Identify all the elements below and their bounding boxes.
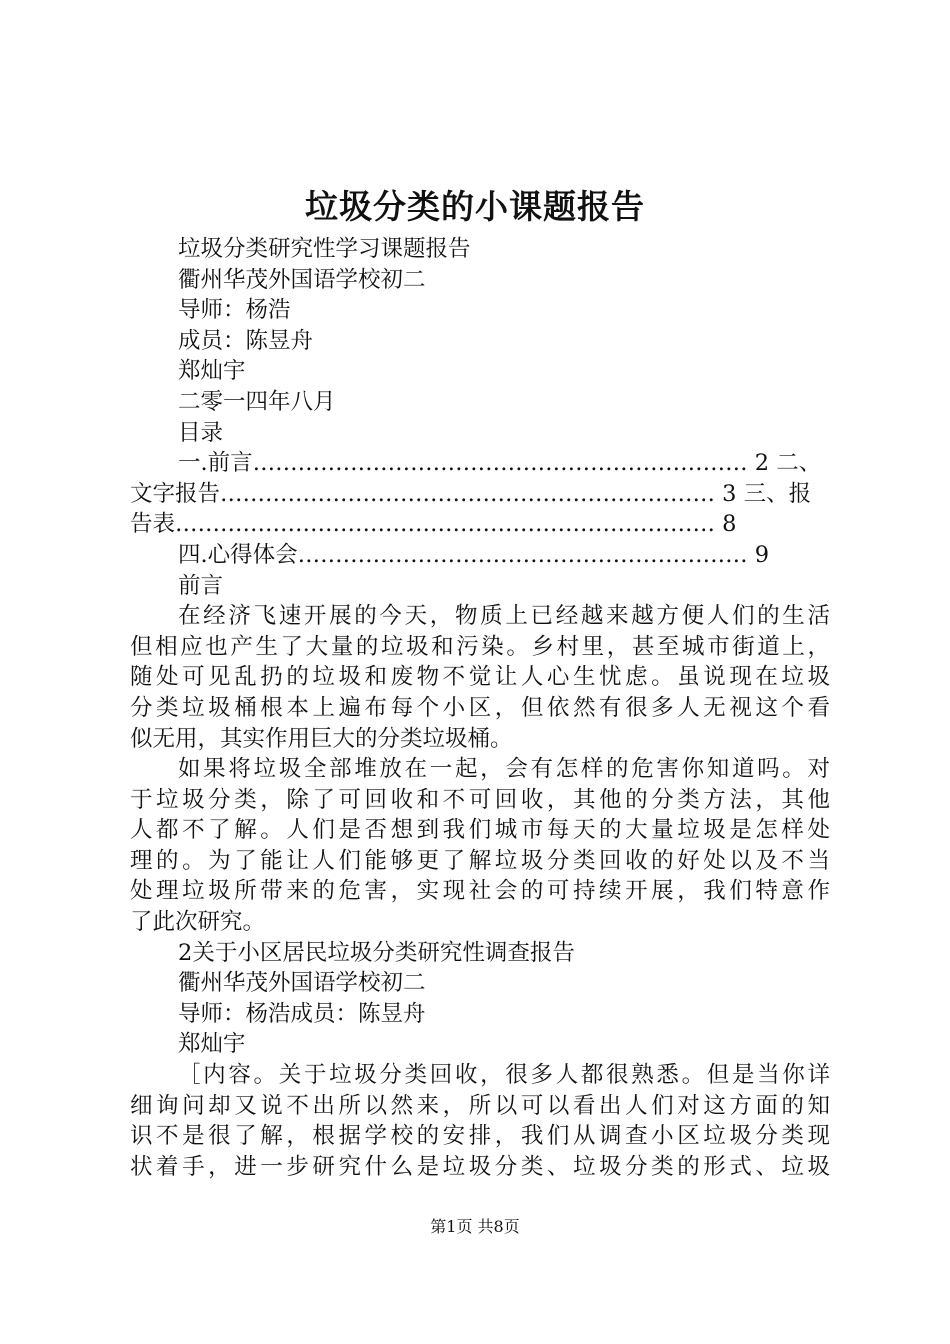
advisor-line: 导师：杨浩 (178, 297, 291, 324)
paragraph-line: 细询问却又说不出所以然来，所以可以看出人们对这方面的知 (130, 1092, 830, 1119)
paragraph-line: 处理垃圾所带来的危害，实现社会的可持续开展，我们特意作 (130, 878, 830, 905)
toc-line: 四.心得体会…………………………………………………… 9 (178, 541, 770, 568)
toc-line: 文字报告………………………………………………………… 3 三、报 (130, 480, 812, 507)
page-footer: 第1页 共8页 (430, 1217, 520, 1236)
member-line: 郑灿宇 (178, 1031, 246, 1058)
toc-heading: 目录 (178, 419, 224, 446)
paragraph-line: 了此次研究。 (130, 909, 266, 936)
toc-line: 一.前言………………………………………………………… 2 二、 (178, 450, 822, 477)
paragraph-line: 但相应也产生了大量的垃圾和污染。乡村里，甚至城市街道上， (130, 633, 830, 660)
paragraph-line: 人都不了解。人们是否想到我们城市每天的大量垃圾是怎样处 (130, 817, 830, 844)
report-subtitle: 垃圾分类研究性学习课题报告 (178, 236, 471, 262)
school-line: 衢州华茂外国语学校初二 (178, 266, 426, 293)
document-title: 垃圾分类的小课题报告 (305, 187, 645, 226)
paragraph-line: 理的。为了能让人们能够更了解垃圾分类回收的好处以及不当 (130, 847, 830, 874)
school-line: 衢州华茂外国语学校初二 (178, 970, 426, 997)
member-line: 郑灿宇 (178, 358, 246, 385)
paragraph-line: 状着手，进一步研究什么是垃圾分类、垃圾分类的形式、垃圾 (130, 1153, 830, 1180)
paragraph-line: 识不是很了解，根据学校的安排，我们从调查小区垃圾分类现 (130, 1123, 830, 1150)
paragraph-line: 于垃圾分类，除了可回收和不可回收，其他的分类方法，其他 (130, 786, 830, 813)
section-title: 2关于小区居民垃圾分类研究性调查报告 (178, 939, 575, 966)
paragraph-line: 随处可见乱扔的垃圾和废物不觉让人心生忧虑。虽说现在垃圾 (130, 664, 830, 691)
advisor-members-line: 导师：杨浩成员：陈昱舟 (178, 1000, 426, 1027)
document-body (130, 234, 830, 1182)
date-line: 二零一四年八月 (178, 388, 336, 415)
paragraph-line: 如果将垃圾全部堆放在一起，会有怎样的危害你知道吗。对 (178, 756, 830, 783)
paragraph-line: 在经济飞速开展的今天，物质上已经越来越方便人们的生活 (178, 603, 830, 630)
preface-heading: 前言 (178, 572, 224, 599)
members-line: 成员：陈昱舟 (178, 327, 314, 354)
toc-line: 告表……………………………………………………………… 8 (130, 511, 737, 538)
paragraph-line: 分类垃圾桶根本上遍布每个小区，但依然有很多人无视这个看 (130, 694, 830, 721)
paragraph-line: ［内容。关于垃圾分类回收，很多人都很熟悉。但是当你详 (178, 1062, 830, 1089)
paragraph-line: 似无用，其实作用巨大的分类垃圾桶。 (130, 725, 513, 752)
